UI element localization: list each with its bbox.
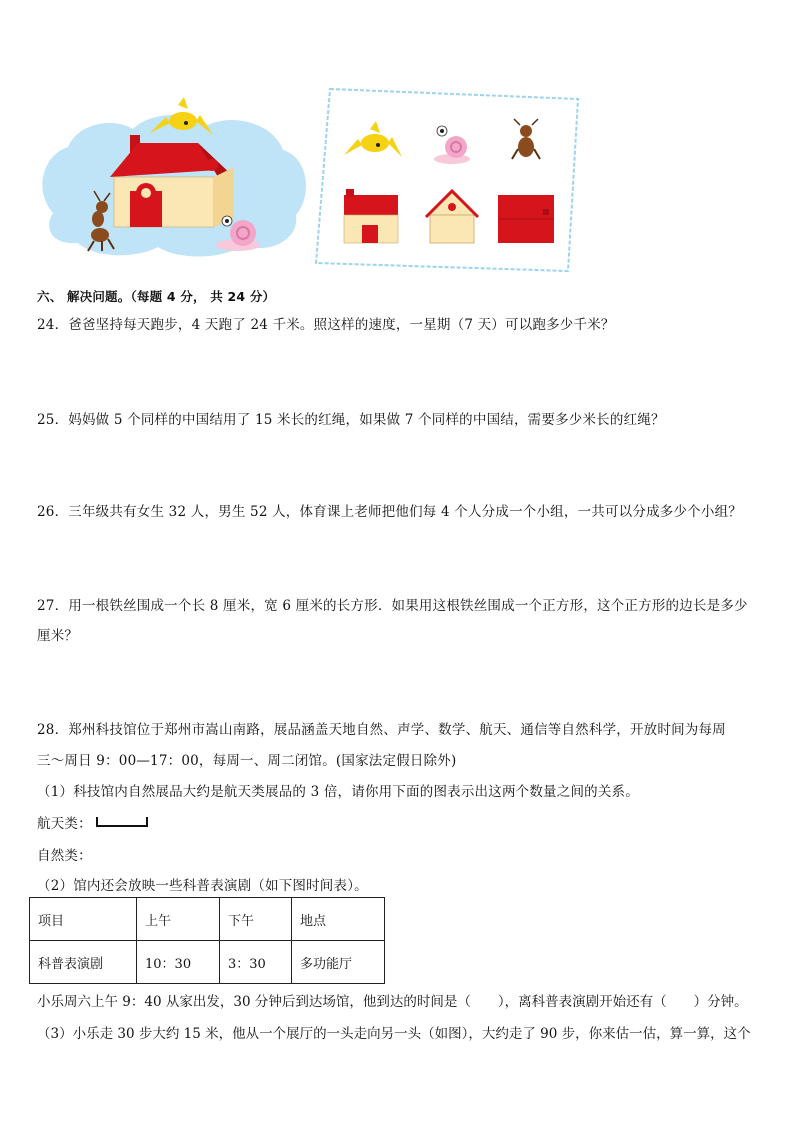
house-top-view-icon bbox=[498, 195, 554, 243]
table-header-cell: 下午 bbox=[220, 898, 292, 941]
question-28-line-1: 28．郑州科技馆位于郑州市嵩山南路，展品涵盖天地自然、声学、数学、航天、通信等自然科学，开放时间为每周 bbox=[37, 722, 726, 738]
aerospace-label: 航天类： bbox=[37, 816, 92, 832]
question-24: 24．爸爸坚持每天跑步，4 天跑了 24 千米。照这样的速度，一星期（7 天）可以跑多少千米？ bbox=[37, 317, 615, 333]
house-scene-illustration bbox=[38, 95, 308, 265]
table-cell: 科普表演剧 bbox=[30, 941, 137, 984]
question-28-part-2: （2）馆内还会放映一些科普表演剧（如下图时间表）。 bbox=[37, 878, 368, 894]
question-28-line-2: 三～周日 9：00—17：00，每周一、周二闭馆。(国家法定假日除外) bbox=[37, 753, 457, 769]
shapes-note-card bbox=[310, 85, 585, 275]
question-28-part-3: （3）小乐走 30 步大约 15 米，他从一个展厅的一头走向另一头（如图），大约走了 90 步，你来估一估，算一算，这个 bbox=[37, 1026, 751, 1042]
section-heading: 六、 解决问题。（每题 4 分， 共 24 分） bbox=[37, 289, 276, 304]
nature-label: 自然类： bbox=[37, 848, 92, 864]
table-header-cell: 地点 bbox=[292, 898, 385, 941]
house-front-view-icon bbox=[344, 189, 398, 243]
table-header-cell: 上午 bbox=[137, 898, 220, 941]
question-28-part-2-question: 小乐周六上午 9：40 从家出发，30 分钟后到达场馆，他到达的时间是（ ），离科普表演剧开始还有（ ）分钟。 bbox=[37, 994, 748, 1010]
question-28-part-1: （1）科技馆内自然展品大约是航天类展品的 3 倍，请你用下面的图表示出这两个数量之间的关系。 bbox=[37, 784, 639, 800]
table-header-row bbox=[30, 898, 385, 941]
table-row bbox=[30, 941, 385, 984]
aerospace-bar-segment bbox=[96, 816, 150, 828]
table-cell: 10：30 bbox=[137, 941, 220, 984]
question-26: 26．三年级共有女生 32 人，男生 52 人，体育课上老师把他们每 4 个人分成一个小组，一共可以分成多少个小组？ bbox=[37, 504, 742, 520]
question-27-line-1: 27．用一根铁丝围成一个长 8 厘米，宽 6 厘米的长方形．如果用这根铁丝围成一个正方形，这个正方形的边长是多少 bbox=[37, 598, 748, 614]
table-cell: 3：30 bbox=[220, 941, 292, 984]
table-cell: 多功能厅 bbox=[292, 941, 385, 984]
schedule-table bbox=[29, 897, 385, 984]
question-27-line-2: 厘米？ bbox=[37, 628, 79, 644]
table-header-cell: 项目 bbox=[30, 898, 137, 941]
question-25: 25．妈妈做 5 个同样的中国结用了 15 米长的红绳，如果做 7 个同样的中国结，需要多少米长的红绳？ bbox=[37, 412, 665, 428]
